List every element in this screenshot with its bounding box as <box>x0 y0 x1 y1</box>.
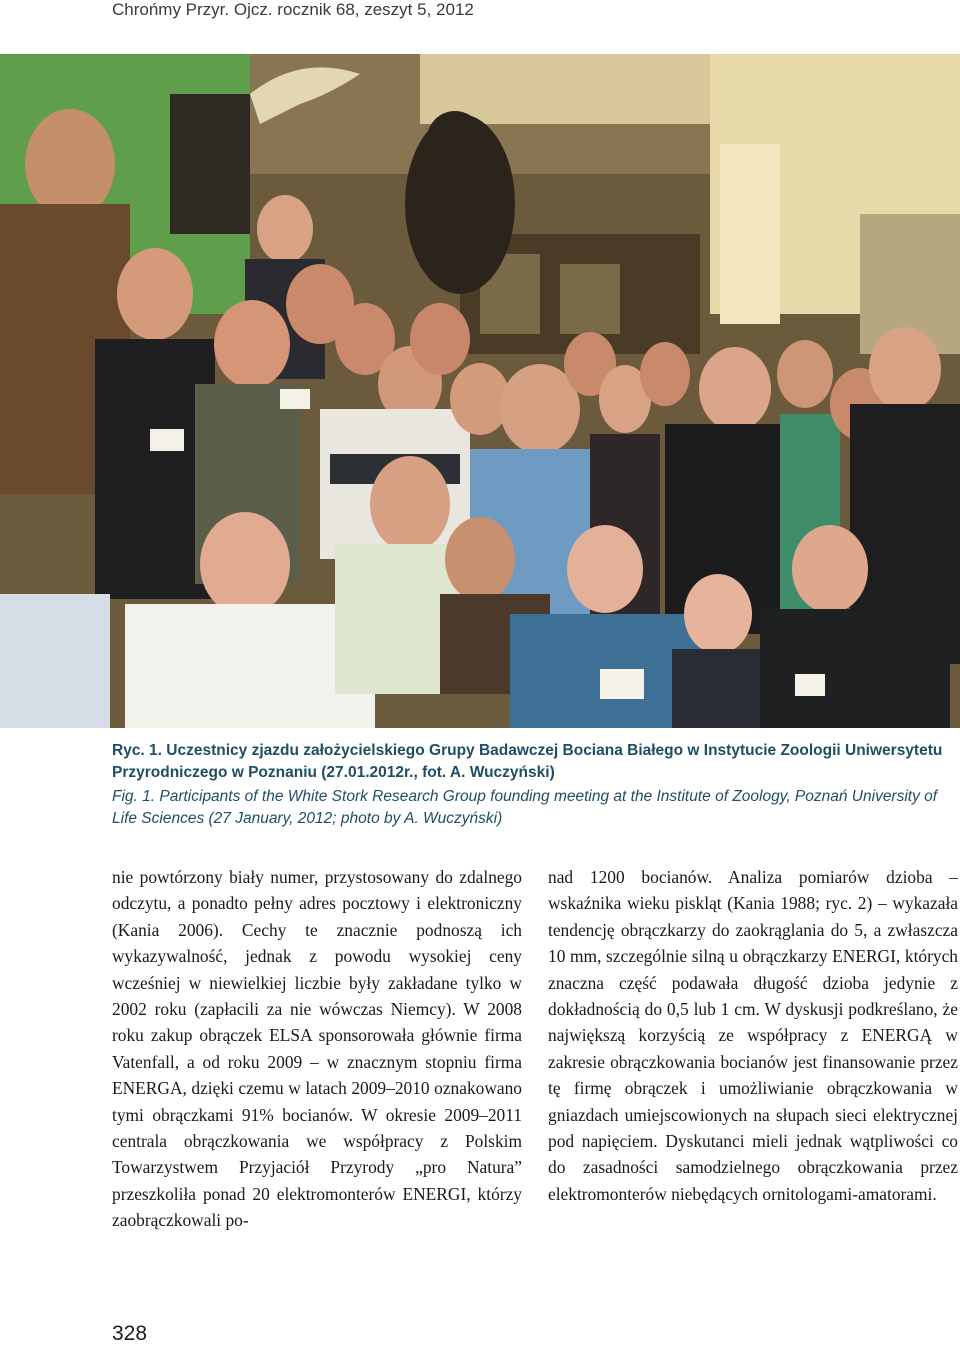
group-photo <box>0 54 960 728</box>
figure-caption <box>112 740 960 830</box>
body-column-left <box>112 864 522 1234</box>
running-head: Chrońmy Przyr. Ojcz. rocznik 68, zeszyt 5, 2012 <box>112 0 474 19</box>
paragraph: nad 1200 bocianów. Analiza pomiarów dzioba – wskaźnika wieku piskląt (Kania 1988; ryc. 2) – wykazała tendencję obrączkarzy do zaokrąglania do 5, a zwłaszcza 10 mm, szczególnie silną u obrączkarzy ENERGI, których znaczna część podawała długość dzioba jedynie z dokładnością do 0,5 lub 1 cm. W dyskusji podkreślano, że największą korzyścią ze współpracy z ENERGĄ w zakresie obrączkowania bocianów jest finansowanie przez tę firmę obrączek i umożliwianie obrączkowania w gniazdach umiejscowionych na słupach sieci elektrycznej pod napięciem. Dyskutanci mieli jednak wątpliwości co do zasadności samodzielnego obrączkowania przez elektromonterów niebędących ornitologami-amatorami. <box>548 867 958 1204</box>
caption-english: Fig. 1. Participants of the White Stork Research Group founding meeting at the Institute of Zoology, Poznań University of Life Sciences (27 January, 2012; photo by A. Wuczyński) <box>112 788 938 827</box>
page-number: 328 <box>112 1322 148 1345</box>
paragraph: nie powtórzony biały numer, przystosowany do zdalnego odczytu, a ponadto pełny adres pocztowy i elektroniczny (Kania 2006). Cechy te znacznie podnoszą ich wykazywalność, jednak z powodu wysokiej ceny wcześniej w niewielkiej liczbie były zakładane tylko w 2002 roku (zapłacili za nie wówczas Niemcy). W 2008 roku zakup obrączek ELSA sponsorowała głównie firma Vatenfall, a od roku 2009 – w znacznym stopniu firma ENERGA, dzięki czemu w latach 2009–2010 oznakowano tymi obrączkami 91% bocianów. W okresie 2009–2011 centrala obrączkowania we współpracy z Polskim Towarzystwem Przyjaciół Przyrody „pro Natura” przeszkoliła ponad 20 elektromonterów ENERGI, którzy zaobrączkowali po- <box>112 867 522 1231</box>
caption-polish: Ryc. 1. Uczestnicy zjazdu założycielskiego Grupy Badawczej Bociana Białego w Instytucie Zoologii Uniwersytetu Przyrodniczego w Poznaniu (27.01.2012r., fot. A. Wuczyński) <box>112 742 943 781</box>
body-column-right <box>548 864 958 1207</box>
